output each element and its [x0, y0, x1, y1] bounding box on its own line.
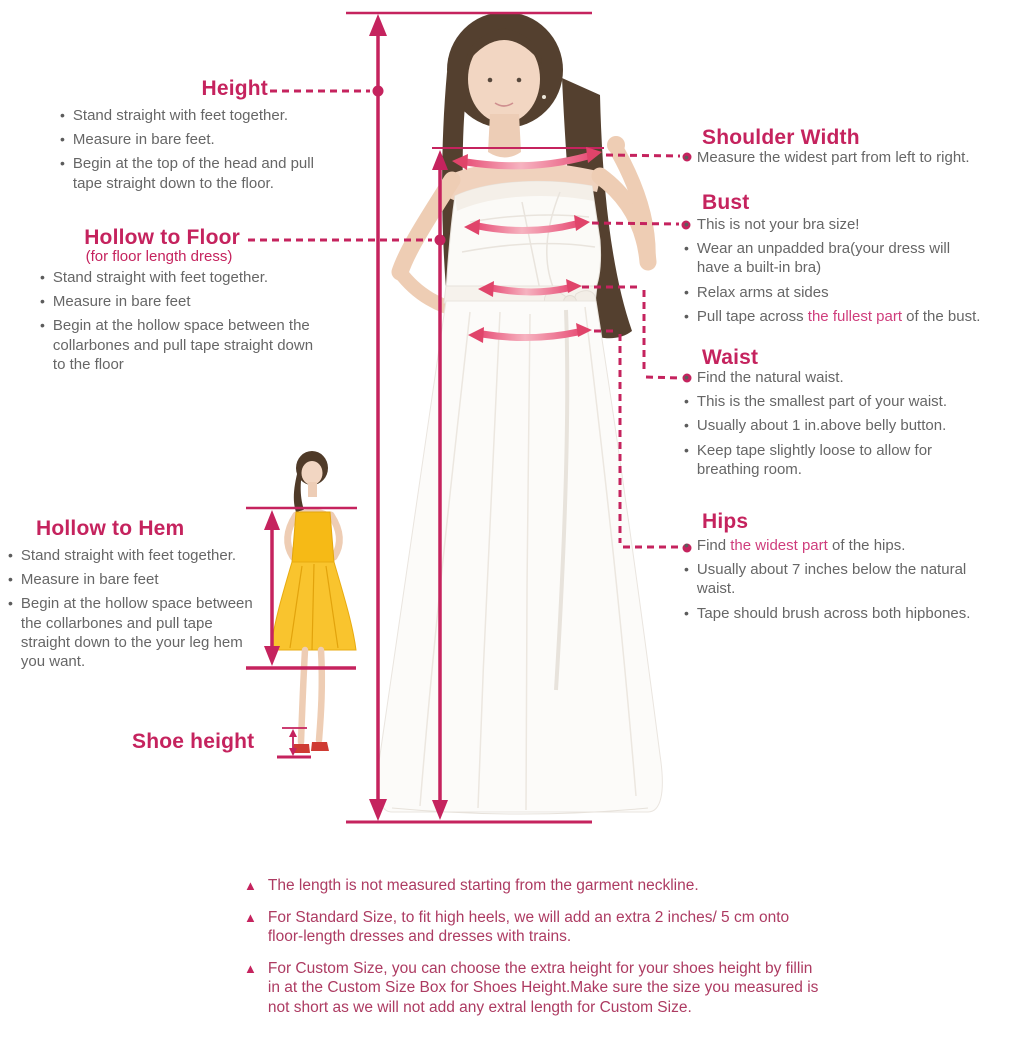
- small-model-figure: [271, 451, 356, 753]
- bullet-text: Measure in bare feet: [52, 293, 191, 311]
- bullet-icon: •: [8, 547, 13, 563]
- hollow-to-floor-subtitle: (for floor length dress): [85, 248, 233, 265]
- list-item: [684, 536, 1014, 555]
- bullet-icon: •: [60, 107, 65, 123]
- bullet-icon: •: [684, 216, 689, 232]
- list-item: [60, 106, 322, 125]
- list-item: [684, 283, 1015, 302]
- bullet-icon: •: [40, 317, 45, 334]
- hips-bullets: [684, 536, 1014, 628]
- waist-bullets: [684, 368, 1014, 484]
- bullet-text: Pull tape across: [696, 307, 808, 325]
- bullet-icon: •: [684, 537, 689, 553]
- bullet-text: of the bust.: [902, 307, 981, 325]
- bullet-highlight: the fullest part: [807, 307, 903, 325]
- hollow-to-hem-title: Hollow to Hem: [36, 517, 185, 540]
- bullet-text: Keep tape slightly loose to allow for breathing room.: [696, 441, 933, 478]
- hips-title: Hips: [702, 510, 749, 533]
- list-item: [40, 268, 316, 287]
- bullet-icon: •: [684, 604, 689, 621]
- height-title: Height: [201, 77, 268, 100]
- bullet-text: Measure in bare feet: [20, 571, 159, 589]
- footnote: [244, 959, 884, 1018]
- bullet-icon: •: [684, 441, 689, 458]
- bullet-text: Stand straight with feet together.: [72, 107, 289, 124]
- bust-title: Bust: [702, 191, 750, 214]
- triangle-icon: ▲: [244, 909, 257, 925]
- shoulder-width-bullets: [684, 148, 1010, 172]
- bullet-text: of the hips.: [827, 537, 906, 554]
- list-item: [684, 560, 1014, 598]
- footnotes: [244, 876, 884, 1029]
- height-line: [369, 14, 387, 821]
- waist-title: Waist: [702, 346, 759, 369]
- bullet-text: Stand straight with feet together.: [52, 269, 269, 286]
- bullet-icon: •: [684, 393, 689, 410]
- list-item: [8, 594, 263, 671]
- footnote-text: The length is not measured starting from the garment neckline.: [267, 877, 699, 894]
- list-item: [60, 130, 322, 149]
- list-item: [40, 292, 316, 311]
- bullet-icon: •: [684, 149, 689, 165]
- bullet-icon: •: [684, 417, 689, 434]
- bullet-text: Begin at the hollow space between the collarbones and pull tape straight down to the floor: [52, 317, 314, 373]
- footnote: [244, 876, 884, 896]
- bullet-text: Find: [696, 537, 731, 554]
- bullet-text: Measure in bare feet.: [72, 131, 215, 149]
- list-item: [684, 215, 1015, 234]
- bullet-text: Begin at the hollow space between the collarbones and pull tape straight down to the your leg hem you want.: [20, 595, 253, 671]
- bullet-icon: •: [8, 571, 13, 588]
- list-item: [684, 416, 1014, 435]
- bullet-icon: •: [8, 595, 13, 612]
- bullet-icon: •: [684, 369, 689, 385]
- list-item: [684, 604, 1014, 623]
- bullet-text: Stand straight with feet together.: [20, 547, 237, 564]
- bullet-text: Wear an unpadded bra(your dress will have a built-in bra): [696, 240, 951, 277]
- triangle-icon: ▲: [244, 960, 257, 976]
- height-bullets: [60, 106, 322, 198]
- list-item: [40, 316, 316, 374]
- hollow-to-floor-anchor-dot: [435, 235, 446, 246]
- list-item: [684, 239, 1015, 277]
- bullet-text: Begin at the top of the head and pull tape straight down to the floor.: [72, 155, 314, 192]
- bullet-icon: •: [684, 240, 689, 257]
- list-item: [684, 148, 1010, 167]
- small-model-dress: [271, 512, 356, 650]
- list-item: [8, 570, 263, 589]
- bullet-icon: •: [60, 155, 65, 172]
- list-item: [684, 368, 1014, 387]
- bullet-icon: •: [40, 269, 45, 285]
- bullet-text: Tape should brush across both hipbones.: [696, 604, 971, 622]
- bullet-icon: •: [684, 283, 689, 300]
- list-item: [60, 154, 322, 192]
- bullet-icon: •: [60, 131, 65, 148]
- hollow-to-floor-bullets: [40, 268, 316, 379]
- triangle-icon: ▲: [244, 878, 257, 893]
- footnote-text: For Custom Size, you can choose the extra height for your shoes height by fillin in at the Custom Size Box for Shoes Height.Make sure the size you measured is not short as we will not add any extral length for Custom Size.: [267, 959, 819, 1016]
- bullet-text: This is the smallest part of your waist.: [696, 393, 947, 411]
- list-item: [684, 441, 1014, 479]
- list-item: [684, 307, 1015, 326]
- bullet-text: Measure the widest part from left to right.: [696, 149, 970, 166]
- height-anchor-dot: [373, 86, 384, 97]
- bullet-text: Usually about 1 in.above belly button.: [696, 417, 947, 435]
- shoe-height-label: Shoe height: [132, 730, 255, 753]
- main-model-dress: [378, 181, 663, 814]
- footnote: [244, 908, 884, 947]
- list-item: [684, 392, 1014, 411]
- list-item: [8, 546, 263, 565]
- hollow-to-floor-title: Hollow to Floor: [84, 226, 240, 249]
- bullet-text: Relax arms at sides: [696, 283, 829, 301]
- bullet-highlight: the widest part: [730, 537, 828, 554]
- bullet-text: This is not your bra size!: [696, 216, 860, 233]
- shoulder-width-title: Shoulder Width: [702, 126, 860, 149]
- bullet-text: Find the natural waist.: [696, 369, 844, 386]
- bust-bullets: [684, 215, 1015, 331]
- bullet-icon: •: [684, 561, 689, 578]
- hollow-to-hem-bullets: [8, 546, 263, 676]
- bullet-icon: •: [684, 307, 689, 324]
- bullet-icon: •: [40, 293, 45, 310]
- bullet-text: Usually about 7 inches below the natural waist.: [696, 561, 967, 598]
- footnote-text: For Standard Size, to fit high heels, we will add an extra 2 inches/ 5 cm onto floor-length dresses and dresses with trains.: [267, 908, 790, 945]
